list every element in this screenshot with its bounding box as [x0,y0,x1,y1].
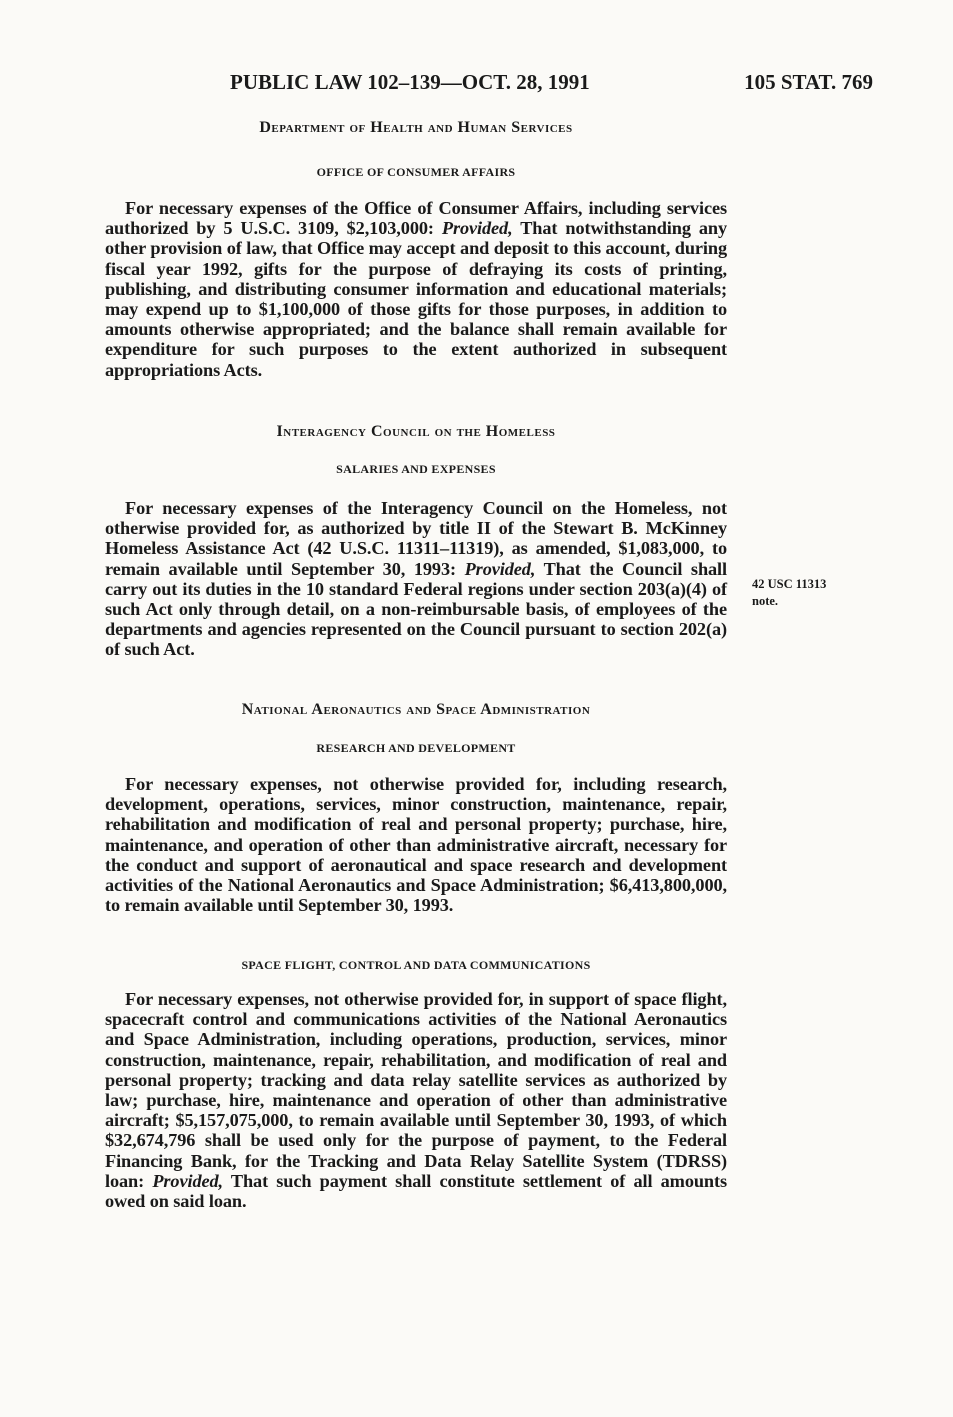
paragraph-research-development: For necessary expenses, not otherwise provided for, including research, development, operations, services, minor construction, maintenance, repair, rehabilitation and modification of real and personal property; purchase, hire, maintenance, and operation of other than administrative aircraft, necessary for the conduct and support of aeronautical and space research and development activities of the National Aeronautics and Space Administration; $6,413,800,000, to remain available until September 30, 1993. [105,774,727,916]
section-heading-consumer-affairs: OFFICE OF CONSUMER AFFAIRS [316,165,516,179]
section-heading-space-flight: SPACE FLIGHT, CONTROL AND DATA COMMUNICATIONS [241,958,591,972]
proviso: Provided, [441,218,513,239]
paragraph-space-flight: For necessary expenses, not otherwise provided for, in support of space flight, spacecraft control and communications activities of the National Aeronautics and Space Administration, including operations, production, services, minor construction, maintenance, repair, rehabilitation, and modification of real and personal property; tracking and data relay satellite services as authorized by law; purchase, hire, maintenance and operation of other than administrative aircraft; $5,157,075,000, to remain available until September 30, 1993, of which $32,674,796 shall be used only for the purpose of payment, to the Federal Financing Bank, for the Tracking and Data Relay Satellite System (TDRSS) loan: Provided, That such payment shall constitute settlement of all amounts owed on said loan. [105,989,727,1212]
paragraph-consumer-affairs: For necessary expenses of the Office of Consumer Affairs, including services authorized by 5 U.S.C. 3109, $2,103,000: Provided, That notwithstanding any other provision of law, that Office may accept and deposit to this account, during fiscal year 1992, gifts for the purpose of defraying its costs of printing, publishing, and distributing consumer information and educational materials; may expend up to $1,100,000 of those gifts for those purposes, in addition to amounts otherwise appropriated; and the balance shall remain available for expenditure for such purposes to the extent authorized in subsequent appropriations Acts. [105,198,727,380]
section-heading-salaries: SALARIES AND EXPENSES [336,462,496,476]
paragraph-homeless-council: For necessary expenses of the Interagency Council on the Homeless, not otherwise provided for, as authorized by title II of the Stewart B. McKinney Homeless Assistance Act (42 U.S.C. 11311–11319), as amended, $1,083,000, to remain available until September 30, 1993: Provided, That the Council shall carry out its duties in the 10 standard Federal regions under section 203(a)(4) of such Act only through detail, on a non-reimbursable basis, of employees of the departments and agencies represented on the Council pursuant to section 202(a) of such Act. [105,498,728,660]
stat-page-ref: 105 STAT. 769 [744,70,873,94]
agency-heading-nasa: National Aeronautics and Space Administration [241,701,591,718]
proviso: Provided, [152,1170,224,1191]
agency-heading-homeless-council: Interagency Council on the Homeless [276,423,556,440]
agency-heading-hhs: Department of Health and Human Services [259,119,573,136]
section-heading-research: RESEARCH AND DEVELOPMENT [316,741,516,755]
running-head: PUBLIC LAW 102–139—OCT. 28, 1991 [230,70,590,94]
proviso: Provided, [464,558,536,579]
margin-note: 42 USC 11313 note. [752,577,827,608]
